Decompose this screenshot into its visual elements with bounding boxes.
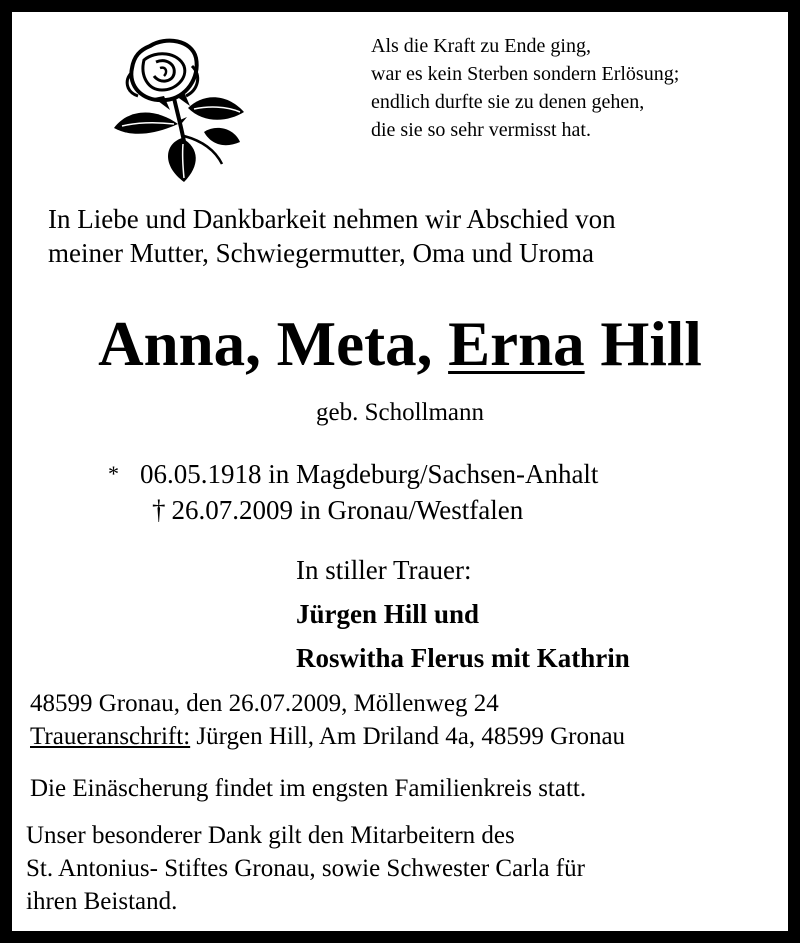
death-row	[108, 492, 598, 528]
poem-line: endlich durfte sie zu denen gehen,	[371, 91, 645, 113]
memorial-poem	[371, 32, 679, 144]
cremation-note: Die Einäscherung findet im engsten Familienkreis statt.	[30, 775, 587, 802]
thanks-line: ihren Beistand.	[26, 888, 178, 915]
death-date: 26.07.2009 in Gronau/Westfalen	[171, 495, 524, 525]
obituary-notice	[12, 12, 788, 931]
name-first-part: Anna, Meta,	[98, 309, 449, 379]
life-dates	[108, 456, 598, 528]
place-date: 48599 Gronau, den 26.07.2009, Möllenweg 24	[30, 690, 499, 717]
thanks-line: Unser besonderer Dank gilt den Mitarbeitern des	[26, 822, 515, 849]
mourners-lead: In stiller Trauer:	[296, 555, 472, 585]
mourner-name: Jürgen Hill und	[296, 599, 480, 629]
birth-date: 06.05.1918 in Magdeburg/Sachsen-Anhalt	[140, 459, 599, 489]
name-called-underlined: Erna	[448, 309, 585, 379]
thanks-line: St. Antonius- Stiftes Gronau, sowie Schwester Carla für	[26, 855, 585, 882]
address-block	[30, 687, 625, 753]
poem-line: war es kein Sterben sondern Erlösung;	[371, 63, 680, 85]
mourning-address-label: Traueranschrift:	[30, 723, 191, 750]
birth-name: geb. Schollmann	[315, 399, 485, 426]
name-surname: Hill	[584, 309, 702, 379]
intro-line: meiner Mutter, Schwiegermutter, Oma und Uroma	[48, 238, 594, 268]
birth-star-icon: *	[108, 461, 119, 486]
mourners	[296, 548, 630, 680]
deceased-name	[12, 308, 788, 380]
mourning-address-value: Jürgen Hill, Am Driland 4a, 48599 Gronau	[190, 723, 626, 750]
birth-row	[108, 456, 598, 492]
intro-line: In Liebe und Dankbarkeit nehmen wir Abschied von	[48, 204, 616, 234]
mourner-name: Roswitha Flerus mit Kathrin	[296, 643, 630, 673]
rose-icon	[104, 36, 254, 186]
poem-line: die sie so sehr vermisst hat.	[371, 119, 591, 141]
intro-text	[48, 202, 616, 270]
death-cross-icon: †	[152, 495, 166, 525]
poem-line: Als die Kraft zu Ende ging,	[371, 35, 591, 57]
thanks-text	[26, 819, 585, 918]
mourning-address	[30, 720, 625, 753]
